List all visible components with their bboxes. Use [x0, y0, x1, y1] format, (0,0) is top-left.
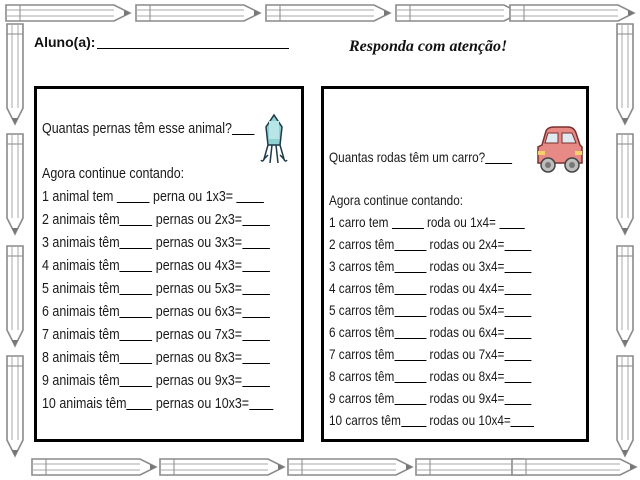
counting-row: 4 animais têm pernas ou 4x3= — [42, 258, 270, 274]
answer-blank[interactable] — [394, 316, 426, 317]
answer-blank[interactable] — [504, 294, 531, 295]
answer-blank[interactable] — [401, 426, 426, 427]
answer-blank[interactable] — [120, 386, 153, 387]
pencil-icon — [134, 0, 262, 26]
answer-blank[interactable] — [120, 363, 153, 364]
pencil-icon — [612, 22, 638, 126]
answer-blank[interactable] — [511, 426, 535, 427]
counting-row: 3 carros têm rodas ou 3x4= — [329, 258, 531, 274]
squid-icon — [259, 113, 289, 167]
answer-blank[interactable] — [232, 134, 254, 135]
counting-row: 1 carro tem roda ou 1x4= — [329, 214, 524, 230]
answer-blank[interactable] — [120, 340, 153, 341]
pencil-icon — [2, 132, 28, 236]
answer-blank[interactable] — [127, 409, 153, 410]
answer-blank[interactable] — [504, 360, 531, 361]
counting-row: 6 animais têm pernas ou 6x3= — [42, 304, 270, 320]
answer-blank[interactable] — [237, 202, 265, 203]
counting-row: 8 animais têm pernas ou 8x3= — [42, 350, 270, 366]
pencil-icon — [264, 0, 392, 26]
car-icon — [536, 125, 584, 175]
instruction-heading: Responda com atenção! — [349, 38, 508, 55]
pencil-icon — [612, 244, 638, 348]
pencil-icon — [286, 454, 414, 480]
answer-blank[interactable] — [120, 271, 153, 272]
answer-blank[interactable] — [120, 225, 153, 226]
answer-blank[interactable] — [394, 404, 426, 405]
student-label: Aluno(a): — [34, 34, 96, 50]
pencil-icon — [2, 354, 28, 458]
answer-blank[interactable] — [499, 228, 524, 229]
answer-blank[interactable] — [242, 248, 270, 249]
counting-row: 1 animal tem perna ou 1x3= — [42, 189, 264, 205]
answer-blank[interactable] — [242, 386, 270, 387]
counting-row: 4 carros têm rodas ou 4x4= — [329, 280, 531, 296]
pencil-icon — [158, 454, 286, 480]
question-line — [329, 149, 512, 165]
answer-blank[interactable] — [485, 163, 512, 164]
answer-blank[interactable] — [504, 338, 531, 339]
counting-row: 3 animais têm pernas ou 3x3= — [42, 235, 270, 251]
answer-blank[interactable] — [242, 225, 270, 226]
counting-row: 5 carros têm rodas ou 5x4= — [329, 302, 531, 318]
pencil-icon — [2, 244, 28, 348]
answer-blank[interactable] — [242, 340, 270, 341]
answer-blank[interactable] — [504, 316, 531, 317]
counting-row: 9 animais têm pernas ou 9x3= — [42, 373, 270, 389]
answer-blank[interactable] — [242, 363, 270, 364]
answer-blank[interactable] — [120, 248, 153, 249]
answer-blank[interactable] — [394, 360, 426, 361]
counting-row: 10 carros têm rodas ou 10x4= — [329, 412, 534, 428]
answer-blank[interactable] — [394, 250, 426, 251]
counting-row: 10 animais têm pernas ou 10x3= — [42, 396, 273, 412]
pencil-icon — [612, 354, 638, 458]
pencil-icon — [2, 22, 28, 126]
answer-blank[interactable] — [394, 294, 426, 295]
question-text: Quantas rodas têm um carro? — [329, 149, 486, 165]
answer-blank[interactable] — [120, 317, 153, 318]
counting-row: 2 animais têm pernas ou 2x3= — [42, 212, 270, 228]
pencil-icon — [612, 132, 638, 236]
counting-row: 6 carros têm rodas ou 6x4= — [329, 324, 531, 340]
answer-blank[interactable] — [242, 294, 270, 295]
counting-row: 2 carros têm rodas ou 2x4= — [329, 236, 531, 252]
subheading: Agora continue contando: — [42, 166, 185, 182]
answer-blank[interactable] — [394, 338, 426, 339]
student-name-line[interactable] — [97, 48, 289, 49]
right-card — [321, 86, 589, 442]
counting-row: 7 animais têm pernas ou 7x3= — [42, 327, 270, 343]
subheading: Agora continue contando: — [329, 192, 464, 208]
answer-blank[interactable] — [504, 272, 531, 273]
counting-row: 9 carros têm rodas ou 9x4= — [329, 390, 531, 406]
counting-row: 8 carros têm rodas ou 8x4= — [329, 368, 531, 384]
answer-blank[interactable] — [394, 382, 426, 383]
answer-blank[interactable] — [504, 382, 531, 383]
answer-blank[interactable] — [392, 228, 424, 229]
answer-blank[interactable] — [120, 294, 153, 295]
answer-blank[interactable] — [242, 317, 270, 318]
counting-row: 5 animais têm pernas ou 5x3= — [42, 281, 270, 297]
answer-blank[interactable] — [504, 404, 531, 405]
question-text: Quantas pernas têm esse animal? — [42, 121, 232, 137]
answer-blank[interactable] — [249, 409, 273, 410]
counting-row: 7 carros têm rodas ou 7x4= — [329, 346, 531, 362]
question-line — [42, 121, 254, 137]
answer-blank[interactable] — [242, 271, 270, 272]
pencil-icon — [30, 454, 158, 480]
answer-blank[interactable] — [504, 250, 531, 251]
answer-blank[interactable] — [394, 272, 426, 273]
pencil-icon — [394, 0, 522, 26]
student-name-field[interactable] — [34, 34, 289, 50]
left-card — [34, 86, 304, 442]
answer-blank[interactable] — [117, 202, 150, 203]
